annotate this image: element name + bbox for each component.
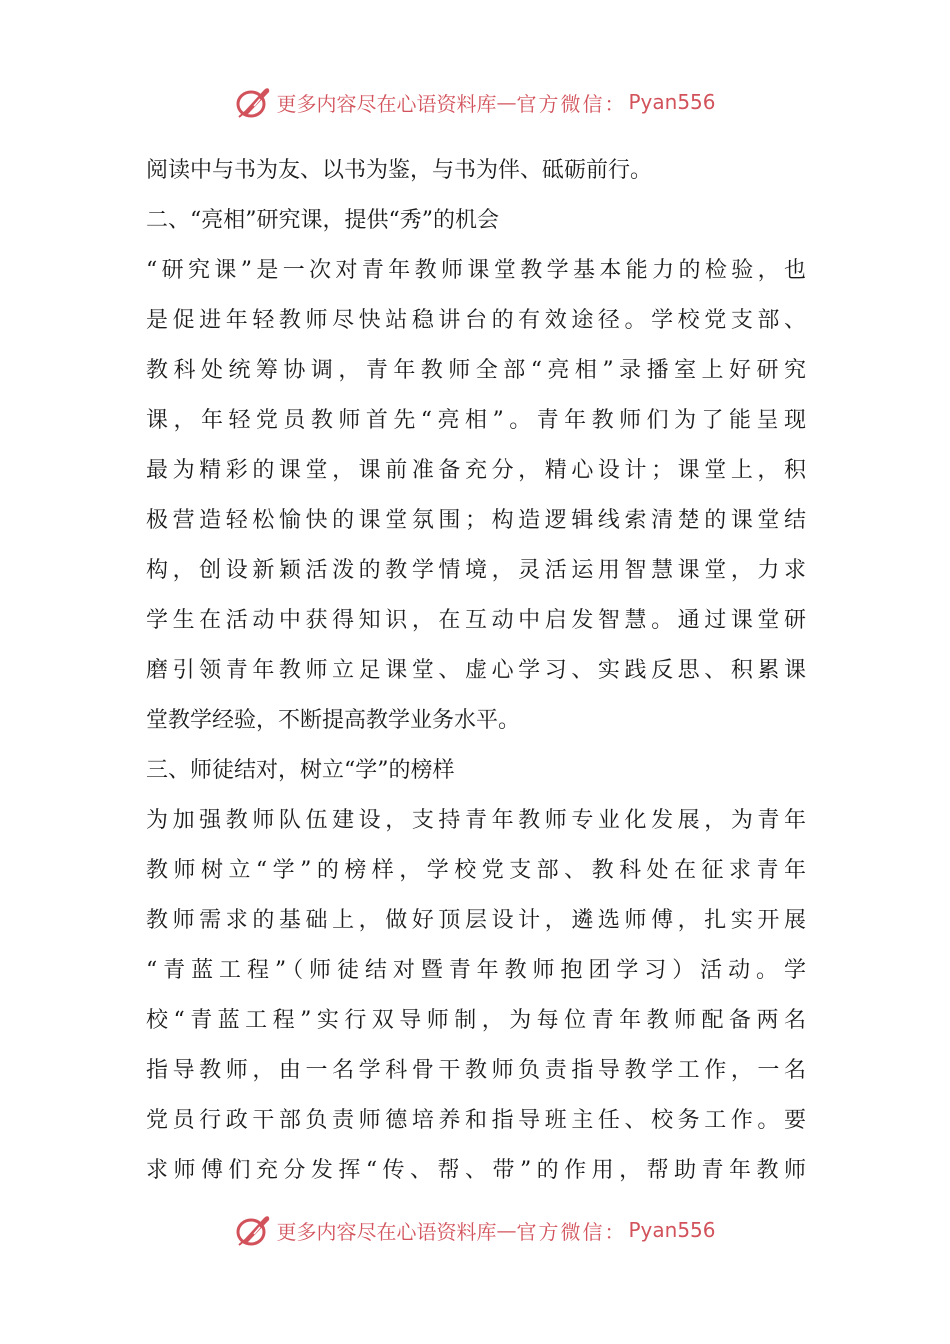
body-line: 指导教师，由一名学科骨干教师负责指导教学工作，一名 [146, 1058, 806, 1083]
body-line: 最为精彩的课堂，课前准备充分，精心设计；课堂上，积 [146, 458, 806, 483]
banner-wechat-id: Pyan556 [628, 1218, 716, 1242]
body-line: 构，创设新颖活泼的教学情境，灵活运用智慧课堂，力求 [146, 558, 806, 583]
section-heading: 三、师徒结对，树立“学”的榜样 [146, 758, 455, 783]
quill-pen-circle-logo-icon [234, 1212, 272, 1248]
body-line: 为加强教师队伍建设，支持青年教师专业化发展，为青年 [146, 808, 806, 833]
body-line: “研究课”是一次对青年教师课堂教学基本能力的检验，也 [146, 258, 806, 283]
body-line: 课，年轻党员教师首先“亮相”。青年教师们为了能呈现 [146, 408, 806, 433]
header-banner [0, 82, 950, 122]
body-line: 教师需求的基础上，做好顶层设计，遴选师傅，扎实开展 [146, 908, 806, 933]
banner-wechat-id: Pyan556 [628, 90, 716, 114]
body-line: 教科处统筹协调，青年教师全部“亮相”录播室上好研究 [146, 358, 806, 383]
banner-wechat-label: 官方微信： [516, 1219, 627, 1244]
quill-pen-circle-logo-icon [234, 84, 272, 120]
body-line: 磨引领青年教师立足课堂、虚心学习、实践反思、积累课 [146, 658, 806, 683]
banner-dash: — [496, 90, 517, 114]
body-line: 党员行政干部负责师德培养和指导班主任、校务工作。要 [146, 1108, 806, 1133]
body-line: 学生在活动中获得知识，在互动中启发智慧。通过课堂研 [146, 608, 806, 633]
banner-wechat-label: 官方微信： [516, 91, 627, 116]
banner-title: 更多内容尽在心语资料库 [276, 91, 497, 116]
body-line: 教师树立“学”的榜样，学校党支部、教科处在征求青年 [146, 858, 806, 883]
section-heading: 二、“亮相”研究课，提供“秀”的机会 [146, 208, 499, 233]
document-body [146, 146, 806, 1196]
body-line: 极营造轻松愉快的课堂氛围；构造逻辑线索清楚的课堂结 [146, 508, 806, 533]
banner-title: 更多内容尽在心语资料库 [276, 1219, 497, 1244]
body-line: 阅读中与书为友、以书为鉴，与书为伴、砥砺前行。 [146, 158, 653, 183]
body-line: 堂教学经验，不断提高教学业务水平。 [146, 708, 521, 733]
body-line: “青蓝工程”（师徒结对暨青年教师抱团学习）活动。学 [146, 958, 806, 983]
body-line: 是促进年轻教师尽快站稳讲台的有效途径。学校党支部、 [146, 308, 806, 333]
body-line: 求师傅们充分发挥“传、帮、带”的作用，帮助青年教师 [146, 1158, 806, 1183]
banner-dash: — [496, 1218, 517, 1242]
body-line: 校“青蓝工程”实行双导师制，为每位青年教师配备两名 [146, 1008, 806, 1033]
footer-banner [0, 1210, 950, 1250]
